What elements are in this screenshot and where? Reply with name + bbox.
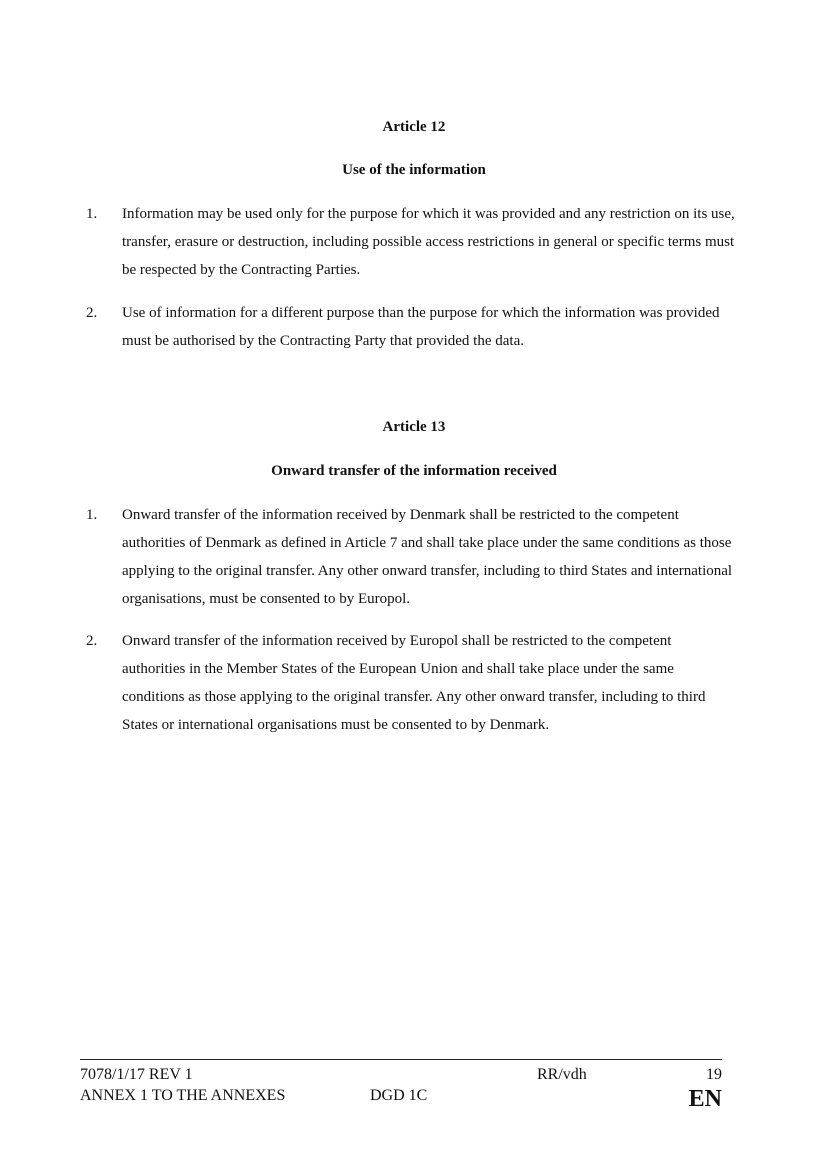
article-12-paragraph-1 [86, 200, 736, 284]
paragraph-text: Information may be used only for the purpose for which it was provided and any restriction on its use, transfer, erasure or destruction, including possible access restrictions in general or specific terms must be respected by the Contracting Parties. [122, 206, 735, 278]
article-13-paragraph-2 [86, 627, 736, 739]
article-12-title: Article 12 [382, 119, 446, 135]
paragraph-text: Onward transfer of the information received by Europol shall be restricted to the competent authorities in the Member States of the European Union and shall take place under the same conditions as those applying to the original transfer. Any other onward transfer, including to third States or international organisations must be consented to by Denmark. [122, 633, 706, 733]
paragraph-number: 1. [86, 507, 98, 523]
article-13-paragraph-1 [86, 501, 736, 613]
footer-annex: ANNEX 1 TO THE ANNEXES [80, 1087, 286, 1104]
paragraph-number: 2. [86, 305, 98, 321]
footer-dg: DGD 1C [370, 1087, 428, 1104]
paragraph-number: 2. [86, 633, 98, 649]
article-12-paragraph-2 [86, 299, 736, 355]
article-13-subtitle: Onward transfer of the information received [271, 463, 557, 479]
footer-initials: RR/vdh [537, 1066, 587, 1083]
article-13-title: Article 13 [382, 419, 446, 435]
article-12-subtitle: Use of the information [342, 162, 486, 178]
paragraph-text: Use of information for a different purpose than the purpose for which the information was provided must be authorised by the Contracting Party that provided the data. [122, 305, 720, 349]
footer-language: EN [688, 1086, 722, 1112]
footer-divider [80, 1059, 722, 1060]
paragraph-number: 1. [86, 206, 98, 222]
paragraph-text: Onward transfer of the information received by Denmark shall be restricted to the competent authorities of Denmark as defined in Article 7 and shall take place under the same conditions as those applying to the original transfer. Any other onward transfer, including to third States and international organisations, must be consented to by Europol. [122, 507, 733, 607]
footer-document-ref: 7078/1/17 REV 1 [80, 1066, 193, 1083]
footer-page-number: 19 [706, 1066, 722, 1083]
